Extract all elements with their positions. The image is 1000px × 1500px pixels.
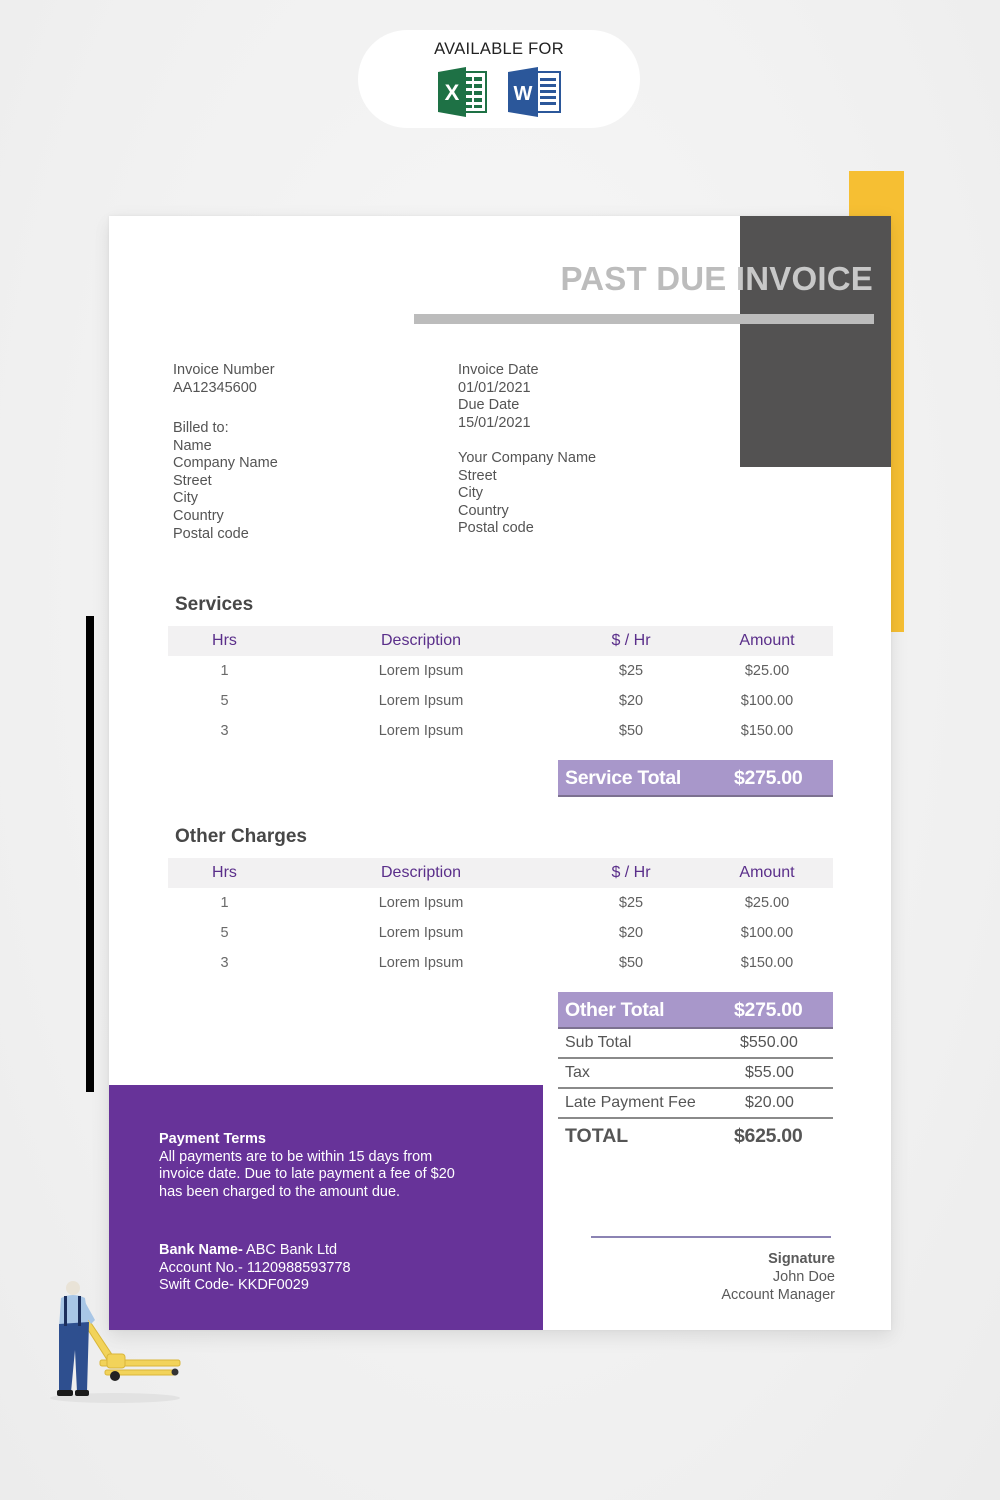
svg-text:X: X [444, 80, 460, 105]
signature-line [591, 1236, 831, 1238]
payment-terms-title: Payment Terms [159, 1131, 266, 1147]
billed-to-postal: Postal code [173, 525, 249, 542]
cell-description: Lorem Ipsum [378, 955, 464, 971]
services-title: Services [175, 594, 254, 615]
billed-to-label: Billed to: [173, 420, 229, 436]
late-fee-label: Late Payment Fee [565, 1094, 696, 1111]
payment-terms-line: has been charged to the amount due. [159, 1183, 401, 1200]
billed-to-name: Name [173, 437, 212, 454]
signature-label: Signature [768, 1251, 835, 1267]
table-row [168, 716, 833, 746]
signer-role: Account Manager [721, 1286, 835, 1303]
table-row [168, 948, 833, 978]
cell-rate: $50 [618, 723, 644, 739]
bank-name-value: ABC Bank Ltd [242, 1242, 338, 1258]
cell-rate: $25 [618, 895, 644, 911]
payment-terms-line: All payments are to be within 15 days from [159, 1148, 433, 1165]
title-underline [414, 314, 874, 324]
signature-block [721, 1251, 835, 1304]
cell-hrs: 1 [220, 895, 229, 911]
word-icon [508, 66, 560, 118]
cell-hrs: 1 [220, 663, 229, 679]
cell-amount: $100.00 [740, 693, 794, 709]
late-fee-row [558, 1089, 833, 1119]
decorative-black-bar [86, 616, 94, 1092]
excel-icon [438, 66, 490, 118]
billed-to-company: Company Name [173, 455, 278, 472]
from-company: Your Company Name [458, 450, 597, 466]
invoice-title [561, 260, 873, 298]
from-postal: Postal code [458, 520, 534, 537]
service-total-label: Service Total [565, 767, 682, 789]
billed-to-country: Country [173, 507, 224, 524]
worker-figurine-illustration [45, 1280, 190, 1405]
from-city: City [458, 485, 483, 502]
other-total-value: $275.00 [734, 999, 803, 1021]
cell-amount: $100.00 [740, 925, 794, 941]
billed-to-street: Street [173, 472, 212, 489]
other-total-label: Other Total [565, 999, 665, 1021]
swift-code: Swift Code- KKDF0029 [159, 1277, 309, 1294]
header-dark-block [740, 216, 891, 467]
availability-label: AVAILABLE FOR [434, 40, 564, 58]
table-header-row [168, 858, 833, 888]
cell-hrs: 3 [220, 723, 229, 739]
table-header-row [168, 626, 833, 656]
late-fee-value: $20.00 [745, 1094, 794, 1111]
cell-description: Lorem Ipsum [378, 895, 464, 911]
grand-total-row [558, 1119, 833, 1153]
subtotal-row [558, 1029, 833, 1059]
invoice-date: 01/01/2021 [458, 379, 531, 396]
title-past-due: PAST DUE [560, 260, 727, 297]
cell-amount: $25.00 [744, 663, 790, 679]
cell-hrs: 5 [220, 925, 229, 941]
billed-to-block [173, 420, 278, 543]
title-invoice: INVOICE [735, 260, 873, 297]
grand-total-value: $625.00 [734, 1125, 803, 1147]
cell-rate: $20 [618, 693, 644, 709]
col-amount: Amount [701, 858, 833, 888]
payment-terms-line: invoice date. Due to late payment a fee of $20 [159, 1166, 455, 1183]
payment-terms [159, 1131, 455, 1201]
svg-text:W: W [513, 83, 533, 105]
invoice-page [109, 216, 891, 1330]
service-total-value: $275.00 [734, 767, 803, 789]
col-description: Description [281, 858, 561, 888]
col-rate: $ / Hr [561, 858, 701, 888]
cell-rate: $20 [618, 925, 644, 941]
col-description: Description [281, 626, 561, 656]
cell-hrs: 5 [220, 693, 229, 709]
dates-block [458, 362, 539, 432]
subtotal-value: $550.00 [740, 1034, 798, 1051]
due-date: 15/01/2021 [458, 414, 531, 431]
cell-rate: $25 [618, 663, 644, 679]
table-row [168, 918, 833, 948]
from-street: Street [458, 467, 497, 484]
due-date-label: Due Date [458, 397, 520, 414]
col-amount: Amount [701, 626, 833, 656]
cell-amount: $150.00 [740, 955, 794, 971]
col-hrs: Hrs [168, 626, 281, 656]
service-total-bar [558, 760, 833, 797]
cell-rate: $50 [618, 955, 644, 971]
invoice-number-label: Invoice Number [173, 362, 275, 378]
services-table [168, 626, 833, 746]
grand-total-label: TOTAL [565, 1125, 629, 1147]
cell-description: Lorem Ipsum [378, 723, 464, 739]
signer-name: John Doe [772, 1268, 835, 1285]
cell-description: Lorem Ipsum [378, 693, 464, 709]
tax-label: Tax [565, 1064, 590, 1081]
bank-name-label: Bank Name- [159, 1242, 243, 1258]
cell-description: Lorem Ipsum [378, 925, 464, 941]
invoice-number: AA12345600 [173, 379, 257, 396]
col-rate: $ / Hr [561, 626, 701, 656]
invoice-number-block [173, 362, 275, 397]
tax-value: $55.00 [745, 1064, 794, 1081]
table-row [168, 656, 833, 686]
subtotal-label: Sub Total [565, 1034, 632, 1051]
cell-amount: $25.00 [744, 895, 790, 911]
from-block [458, 450, 596, 538]
tax-row [558, 1059, 833, 1089]
cell-description: Lorem Ipsum [378, 663, 464, 679]
availability-badge [358, 30, 640, 128]
billed-to-city: City [173, 490, 198, 507]
other-charges-title: Other Charges [175, 826, 307, 847]
cell-hrs: 3 [220, 955, 229, 971]
from-country: Country [458, 502, 509, 519]
col-hrs: Hrs [168, 858, 281, 888]
table-row [168, 888, 833, 918]
summary-table [558, 1029, 833, 1153]
cell-amount: $150.00 [740, 723, 794, 739]
other-total-bar [558, 992, 833, 1029]
table-row [168, 686, 833, 716]
other-charges-table [168, 858, 833, 978]
account-number: Account No.- 1120988593778 [159, 1259, 351, 1276]
invoice-date-label: Invoice Date [458, 362, 539, 378]
